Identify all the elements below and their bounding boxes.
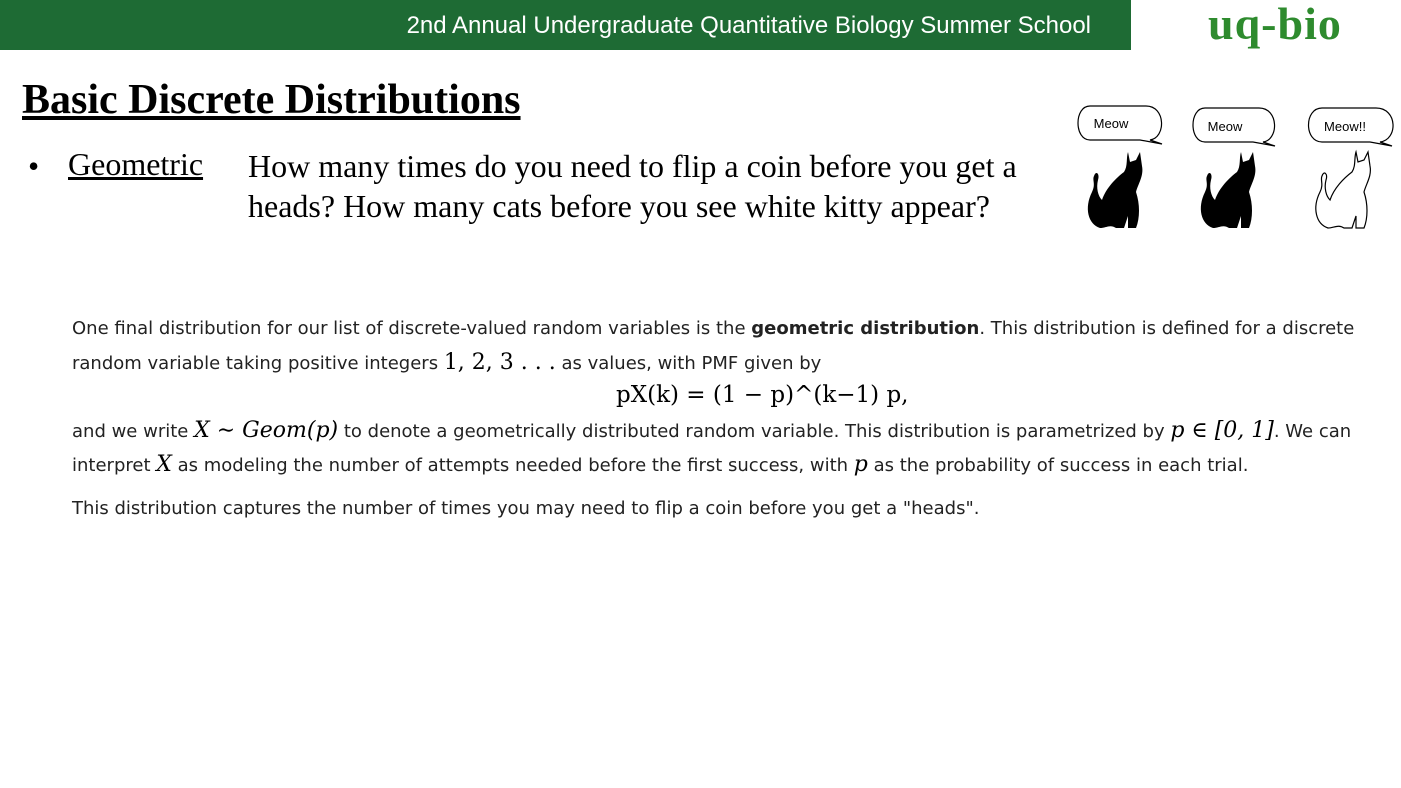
bold-term: geometric distribution — [751, 318, 980, 339]
text-line-1 — [72, 318, 1354, 339]
pmf-formula: pX(k) = (1 − p)^(k−1) p, — [616, 382, 909, 408]
math-inline: p — [853, 452, 868, 477]
bullet-term: Geometric — [68, 146, 204, 182]
text-span: as the probability of success in each trial. — [867, 455, 1249, 476]
page-title: Basic Discrete Distributions — [22, 77, 521, 123]
text-line-4 — [72, 452, 1248, 477]
text-line-5: This distribution captures the number of times you may need to flip a coin before you get a "heads". — [72, 498, 980, 519]
text-span: . This distribution is defined for a discrete — [979, 318, 1355, 339]
bullet-marker: • — [28, 148, 40, 184]
math-inline: X ∼ Geom(p) — [194, 418, 339, 443]
text-line-2 — [72, 350, 821, 375]
math-inline: 1, 2, 3 . . . — [443, 350, 556, 375]
cat-speech-text: Meow!! — [1324, 119, 1366, 134]
text-span: interpret — [72, 455, 157, 476]
cat-speech-text: Meow — [1207, 119, 1243, 134]
text-line-3 — [72, 418, 1351, 443]
bullet-description: How many times do you need to flip a coin before you get a heads? How many cats before you see white kitty appear? — [248, 148, 1017, 224]
math-inline: p ∈ [0, 1] — [1170, 418, 1274, 443]
cat-speech-text: Meow — [1093, 116, 1129, 131]
math-inline: X — [156, 452, 172, 477]
text-span: . We can — [1273, 421, 1352, 442]
black-cat-2 — [1185, 100, 1285, 232]
cat-silhouette — [1201, 152, 1256, 228]
header-banner — [0, 0, 1131, 50]
banner-title: 2nd Annual Undergraduate Quantitative Biology Summer School — [406, 12, 1091, 39]
cat-silhouette — [1088, 152, 1143, 228]
text-span: as values, with PMF given by — [555, 353, 822, 374]
text-span: as modeling the number of attempts needed before the first success, with — [171, 455, 854, 476]
text-span: to denote a geometrically distributed random variable. This distribution is parametrized by — [338, 421, 1171, 442]
text-span: random variable taking positive integers — [72, 353, 444, 374]
white-cat — [1300, 100, 1400, 232]
text-span: One final distribution for our list of discrete-valued random variables is the — [72, 318, 752, 339]
uq-bio-logo: uq-bio — [1208, 0, 1342, 49]
text-span: and we write — [72, 421, 195, 442]
black-cat-1 — [1070, 100, 1170, 232]
cat-silhouette — [1316, 152, 1371, 228]
